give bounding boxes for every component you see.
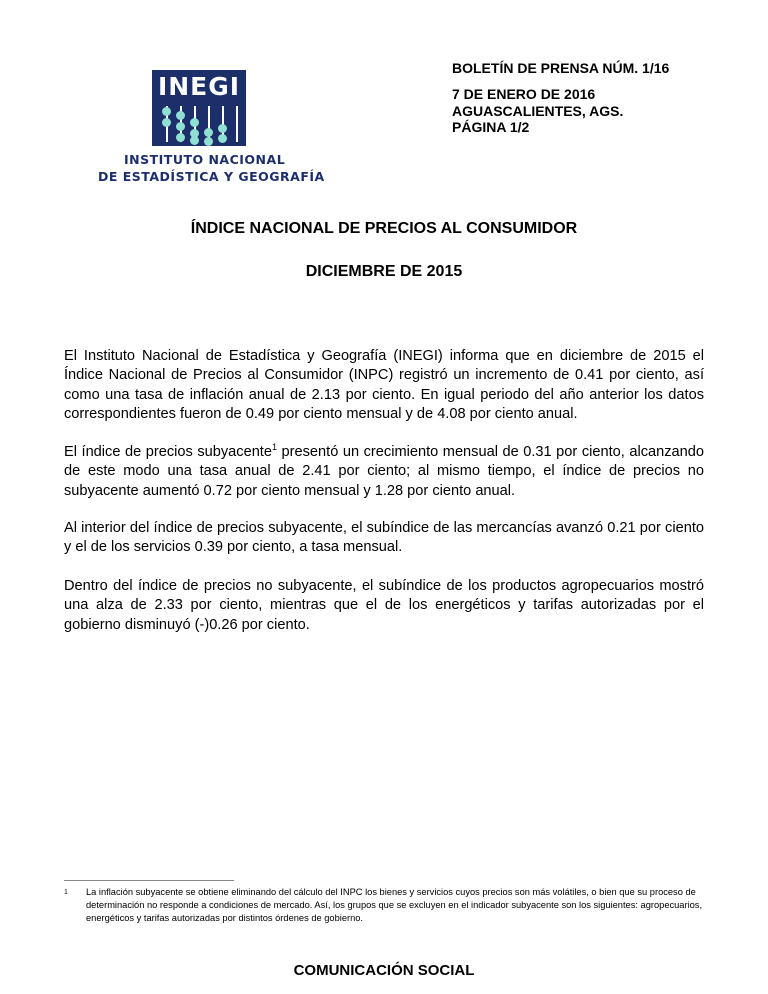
footer-department: COMUNICACIÓN SOCIAL bbox=[293, 962, 475, 979]
page-title: ÍNDICE NACIONAL DE PRECIOS AL CONSUMIDOR bbox=[190, 220, 578, 237]
paragraph-1: El Instituto Nacional de Estadística y Geografía (INEGI) informa que en diciembre de 2015 el Índice Nacional de Precios al Consumidor (INPC) registró un incremento de 0.41 por ciento, así como una tasa de inflación anual de 2.13 por ciento. En igual periodo del año anterior los datos correspondientes fueron de 0.49 por ciento mensual y de 4.08 por ciento anual. bbox=[64, 348, 704, 422]
bulletin-number: BOLETÍN DE PRENSA NÚM. 1/16 bbox=[452, 60, 670, 76]
footnote-number: 1 bbox=[64, 889, 68, 896]
footnote-ref[interactable]: 1 bbox=[271, 442, 277, 453]
bulletin-place: AGUASCALIENTES, AGS. bbox=[452, 102, 624, 119]
footnote-text: La inflación subyacente se obtiene eliminando del cálculo del INPC los bienes y servicios cuyos precios son más volátiles, o bien que su proceso de determinación no responde a condiciones de mercado. Así, los grupos que se excluyen en el indicador subyacente son los siguientes: agropecuarios, energéticos y tarifas autorizadas por distintos órdenes de gobierno. bbox=[86, 887, 703, 923]
paragraph-3: Al interior del índice de precios subyacente, el subíndice de las mercancías avanzó 0.21 por ciento y el de los servicios 0.39 por ciento, a tasa mensual. bbox=[64, 520, 704, 556]
logo-line2: DE ESTADÍSTICA Y GEOGRAFÍA bbox=[98, 169, 325, 184]
paragraph-2 bbox=[64, 443, 704, 501]
paragraph-2-start: El índice de precios subyacente bbox=[64, 444, 272, 460]
paragraph-4: Dentro del índice de precios no subyacente, el subíndice de los productos agropecuarios mostró una alza de 2.33 por ciento, mientras que el de los energéticos y tarifas autorizadas por el gobierno disminuyó (-)0.26 por ciento. bbox=[64, 578, 704, 633]
page-subtitle: DICIEMBRE DE 2015 bbox=[305, 263, 463, 280]
paragraph-2-end: presentó un crecimiento mensual de 0.31 por ciento, alcanzando de este modo una tasa anual de 2.41 por ciento; al mismo tiempo, el índice de precios no subyacente aumentó 0.72 por ciento mensual y 1.28 por ciento anual. bbox=[64, 444, 704, 499]
logo-word: INEGI bbox=[157, 72, 241, 101]
bulletin-page: PÁGINA 1/2 bbox=[452, 119, 530, 135]
inegi-logo bbox=[152, 70, 246, 146]
bulletin-date: 7 DE ENERO DE 2016 bbox=[452, 86, 596, 102]
footnote-divider bbox=[64, 880, 234, 881]
footnote bbox=[64, 886, 704, 925]
logo-line1: INSTITUTO NACIONAL bbox=[124, 152, 286, 167]
